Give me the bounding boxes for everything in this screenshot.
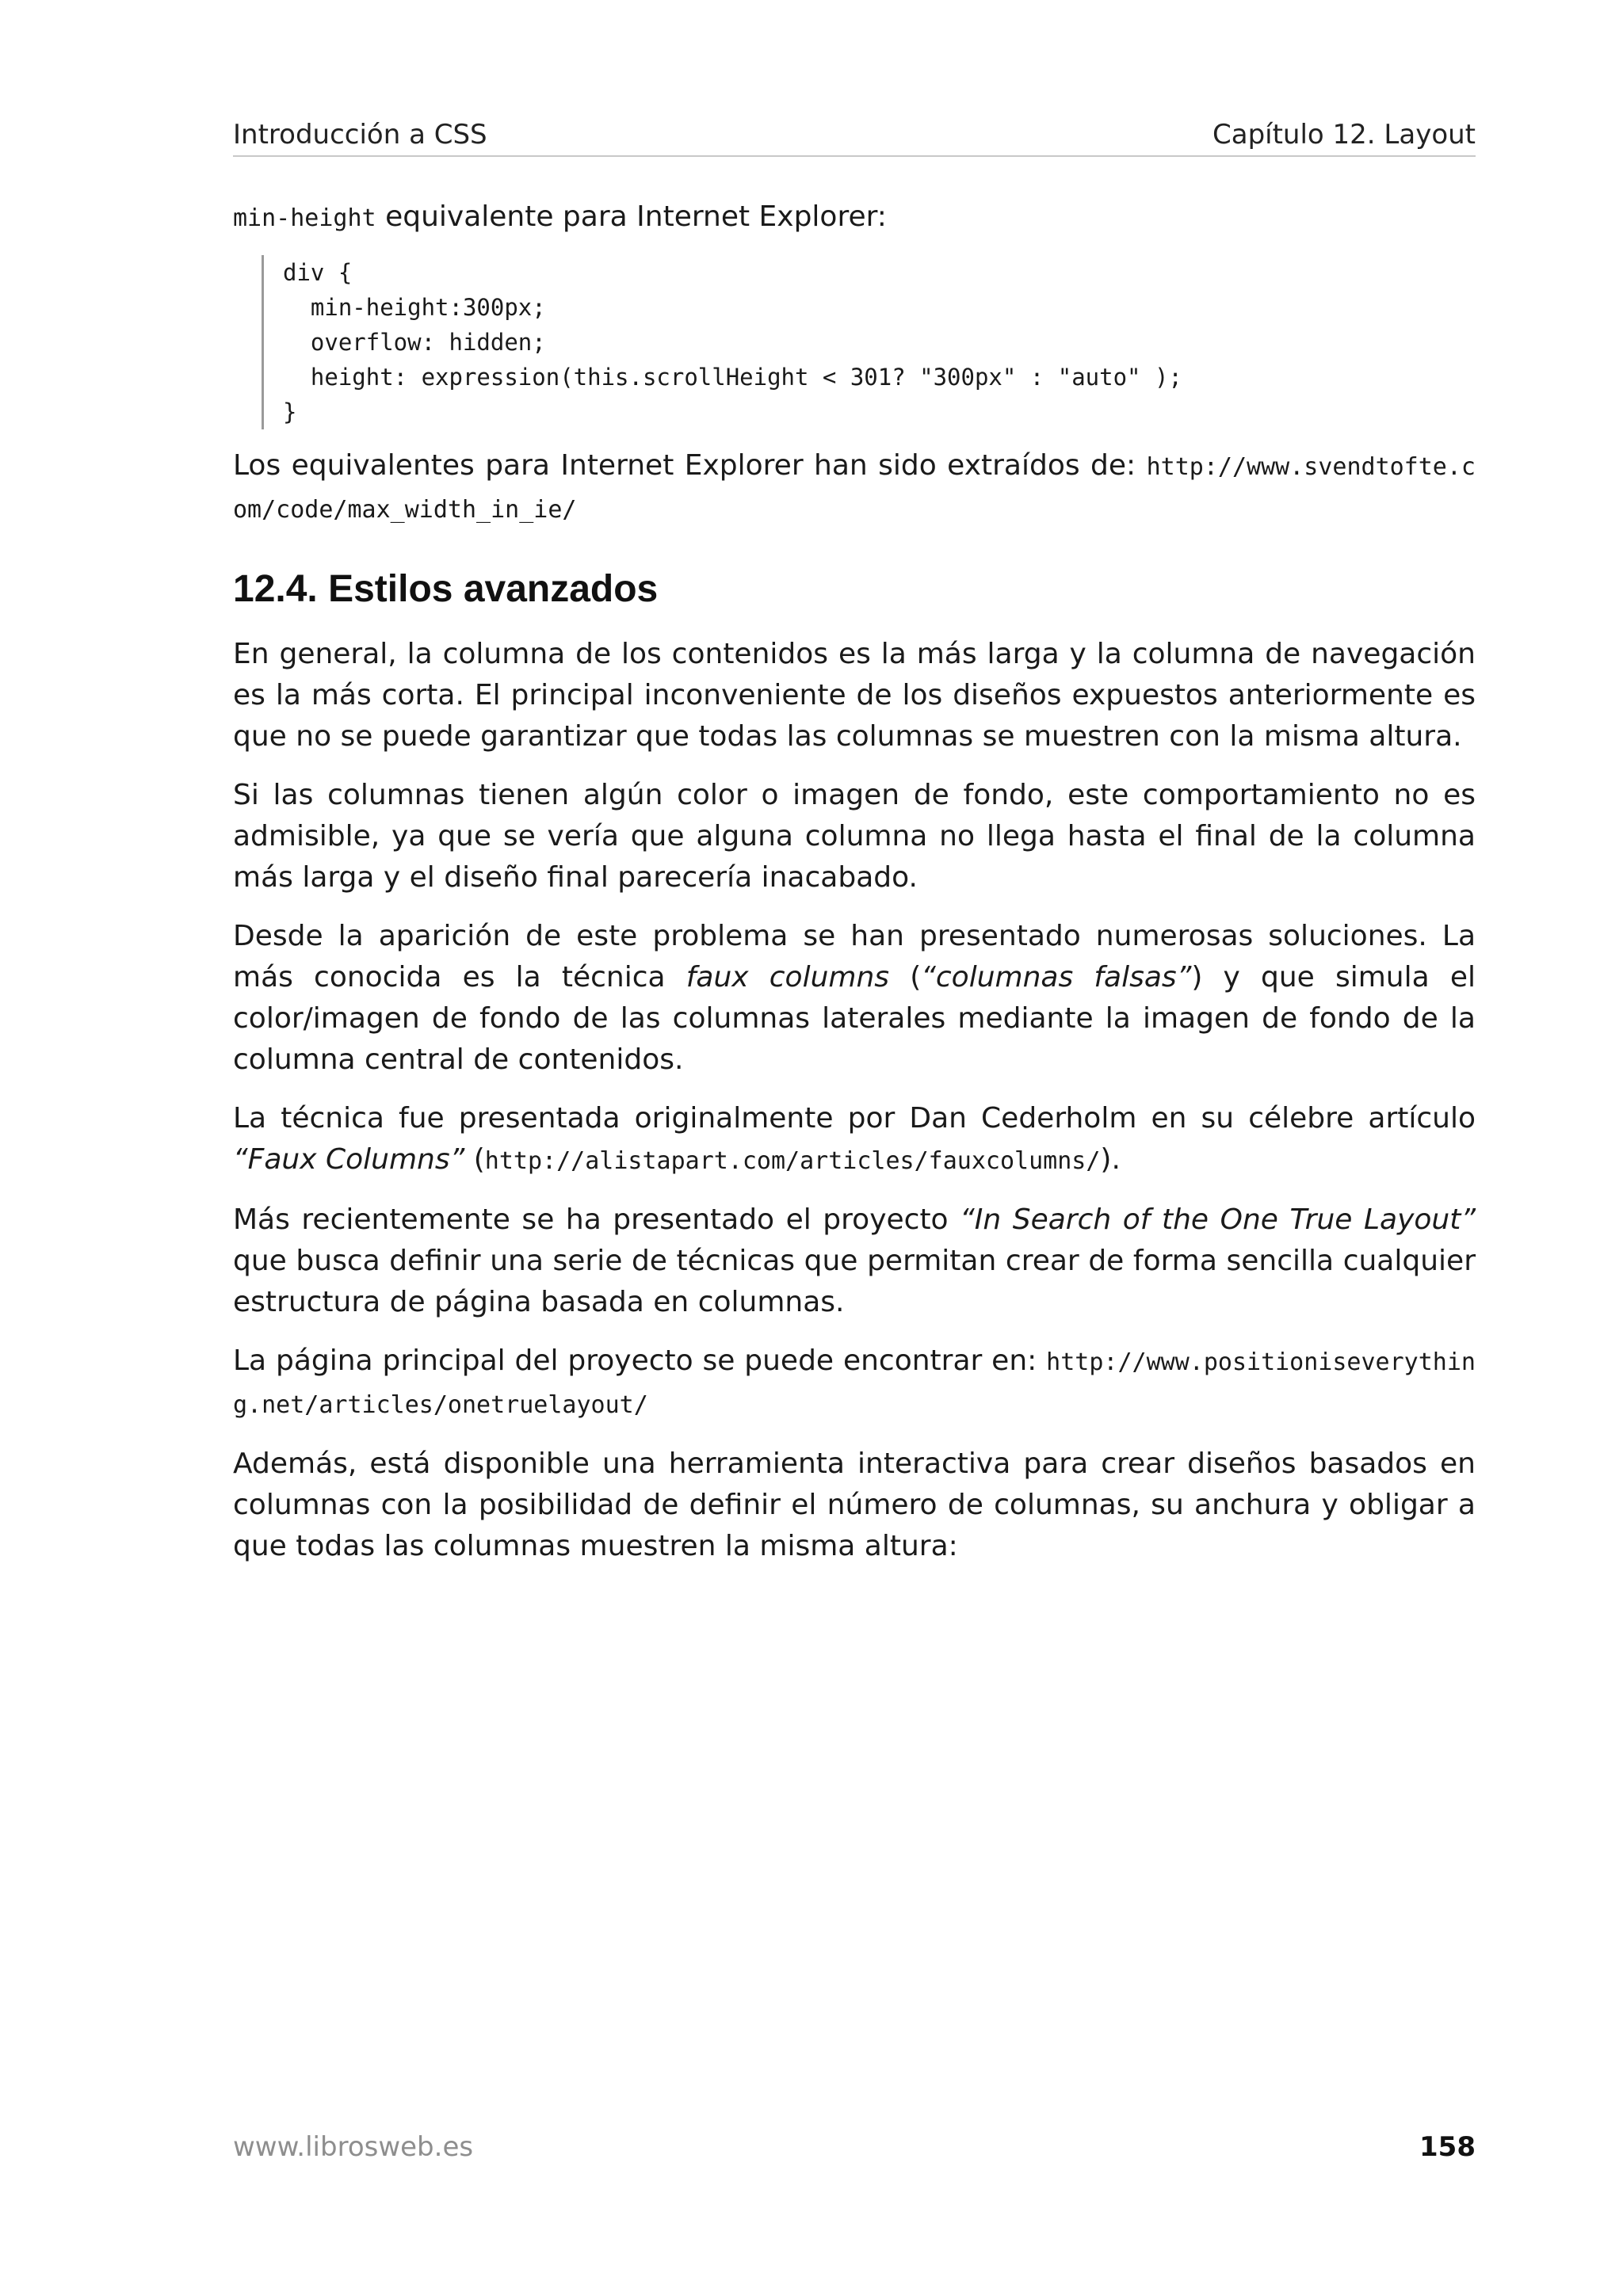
page-header: [233, 119, 1476, 154]
page-body: [233, 196, 1476, 1585]
paragraph-1: En general, la columna de los contenidos es la más larga y la columna de navegación es la más corta. El principal inconveniente de los diseños expuestos anteriormente es que no se puede garantizar que todas las columnas se muestren con la misma altura.: [233, 638, 1476, 753]
paragraph-6: [233, 1341, 1476, 1426]
code-block: div { min-height:300px; overflow: hidden; height: expression(this.scrollHeight < 301? "300px" : "auto" ); }: [262, 255, 1476, 429]
header-chapter-title: Capítulo 12. Layout: [1212, 119, 1476, 151]
paragraph-4: [233, 1098, 1476, 1182]
p3-emphasis-columnas-falsas: “columnas falsas”: [921, 961, 1192, 994]
paragraph-7: Además, está disponible una herramienta interactiva para crear diseños basados en columnas con la posibilidad de definir el número de columnas, su anchura y obligar a que todas las columnas muestren la misma altura:: [233, 1447, 1476, 1562]
section-heading: 12.4. Estilos avanzados: [233, 568, 659, 610]
p5-text-b: que busca definir una serie de técnicas que permitan crear de forma sencilla cualquier estructura de página basada en columnas.: [233, 1245, 1476, 1318]
p6-url[interactable]: http://www.positioniseverything.net/articles/onetruelayout/: [233, 1348, 1476, 1419]
p6-text: La página principal del proyecto se puede encontrar en:: [233, 1344, 1047, 1377]
footer-site: www.librosweb.es: [233, 2131, 474, 2163]
p4-text-b: (: [464, 1143, 485, 1176]
p3-emphasis-faux-columns: faux columns: [685, 961, 890, 994]
p3-text-b: (: [889, 961, 922, 994]
intro-text: equivalente para Internet Explorer:: [376, 200, 887, 233]
inline-code: min-height: [233, 204, 376, 232]
source-text: Los equivalentes para Internet Explorer han sido extraídos de:: [233, 449, 1147, 482]
header-divider: [233, 155, 1476, 157]
p4-emphasis-article-title: “Faux Columns”: [233, 1143, 465, 1176]
p5-text-a: Más recientemente se ha presentado el proyecto: [233, 1203, 960, 1236]
p3-text-c: ) y que simula el color/imagen de fondo de las columnas laterales mediante la imagen de fondo de la columna central de contenidos.: [233, 961, 1476, 1076]
p4-text-a: La técnica fue presentada originalmente por Dan Cederholm en su célebre artículo: [233, 1102, 1476, 1135]
p3-text-a: Desde la aparición de este problema se han presentado numerosas soluciones. La más conocida es la técnica: [233, 920, 1476, 994]
p4-url[interactable]: http://alistapart.com/articles/fauxcolumns/: [484, 1147, 1101, 1175]
paragraph-5: [233, 1199, 1476, 1323]
source-url[interactable]: http://www.svendtofte.com/code/max_width_in_ie/: [233, 453, 1476, 524]
source-paragraph: [233, 445, 1476, 531]
footer-page-number: 158: [1419, 2131, 1476, 2163]
header-book-title: Introducción a CSS: [233, 119, 487, 151]
paragraph-3: [233, 916, 1476, 1081]
intro-line: [233, 196, 1476, 239]
paragraph-2: Si las columnas tienen algún color o imagen de fondo, este comportamiento no es admisible, ya que se vería que alguna columna no llega hasta el final de la columna más larga y el diseño final parecería inacabado.: [233, 779, 1476, 894]
p4-text-c: ).: [1100, 1143, 1121, 1176]
p5-emphasis-project-title: “In Search of the One True Layout”: [960, 1203, 1476, 1236]
